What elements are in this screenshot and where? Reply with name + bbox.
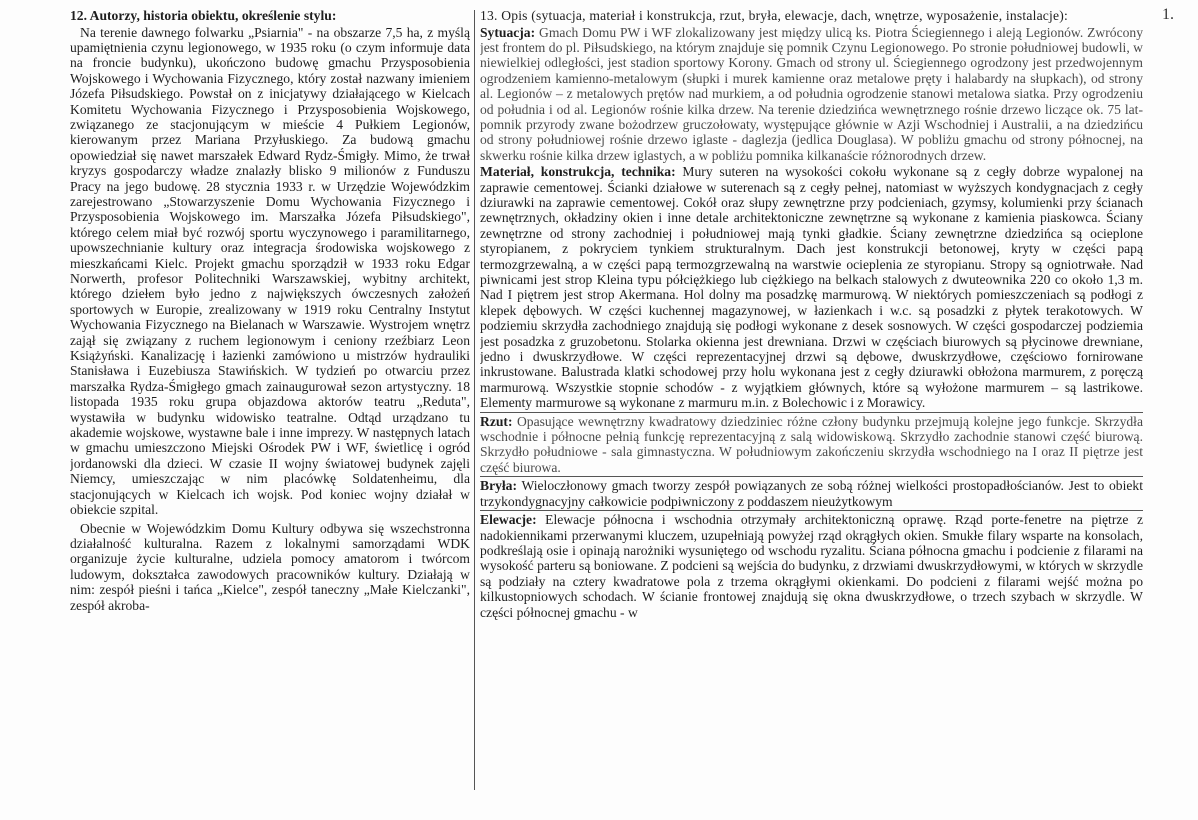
bryla-paragraph xyxy=(480,478,1143,509)
section-13-heading: 13. Opis (sytuacja, materiał i konstrukcja, rzut, bryła, elewacje, dach, wnętrze, wyposażenie, instalacje): xyxy=(480,8,1068,23)
material-paragraph xyxy=(480,164,1143,411)
bryla-label: Bryła: xyxy=(480,478,517,494)
rzut-text: Opasujące wewnętrzny kwadratowy dziedziniec różne człony budynku przejmują kolejne jego funkcje. Skrzydła wschodnie i północne pełnią funkcję reprezentacyjną z salą widowiskową. Skrzydło zachodnie stanowi część biurową. Skrzydło południowe - sala gimnastyczna. W południowym zakończeniu skrzydła wschodniego na I oraz II piętrze jest część biurowa. xyxy=(480,413,1143,475)
section-separator xyxy=(480,412,1143,413)
history-paragraph: Na terenie dawnego folwarku „Psiarnia" - na obszarze 7,5 ha, z myślą upamiętnienia czynu legionowego, w 1935 roku (o czym informuje data na froncie budynku), ukończono budowę gmachu Przysposobienia Wojskowego i Wychowania Fizycznego, który został nazwany imieniem Józefa Piłsudskiego. Powstał on z inicjatywy działającego w Kielcach Komitetu Wychowania Fizycznego i Przysposobienia Wojskowego, związanego ze stacjonującym w mieście 4 Pułkiem Legionów, kierowanym przez Mariana Przyłuskiego. Za budową gmachu opowiedział się nawet marszałek Edward Rydz-Śmigły. Mimo, że trwał kryzys gospodarczy władze znalazły blisko 9 milionów z Funduszu Pracy na jego budowę. 28 stycznia 1933 r. w Urzędzie Wojewódzkim zarejestrowano „Stowarzyszenie Domu Wychowania Fizycznego i Przysposobienia Wojskowego im. Marszałka Józefa Piłsudskiego", którego celem miał być rozwój sportu wyczynowego i paramilitarnego, upowszechnianie kultury oraz integracja środowiska wojskowego z mieszkańcami Kielc. Projekt gmachu sporządził w 1933 roku Edgar Norwerth, profesor Politechniki Warszawskiej, wybitny architekt, którego dziełem było jedno z największych ówczesnych założeń sportowych w Europie, zrealizowany w 1919 roku Centralny Instytut Wychowania Fizycznego na Bielanach w Warszawie. Wystrojem wnętrz zajął się związany z ruchem legionowym i ceniony rzeźbiarz Leon Książyński. Kanalizację i łazienki zamówiono u mistrzów hydrauliki Stanisława i Euzebiusza Stawińskich. W tydzień po otwarciu przez marszałka Rydza-Śmigłego gmach zainaugurował sezon artystyczny. 18 listopada 1935 roku grupa objazdowa aktorów teatru „Reduta", wystawiła w budynku widowisko teatralne. Odtąd urządzano tu akademie wojskowe, wystawne bale i inne imprezy. W następnych latach w gmachu umieszczono Miejski Ośrodek PW i WF, świetlicę i ogród jordanowski dla dzieci. W czasie II wojny światowej budynek zajęli Niemcy, umieszczając w nim placówkę Soldatenheimu, dla stacjonujących w Kielcach ich wojsk. Pod koniec wojny działał w obiekcie szpital. xyxy=(70,24,470,518)
current-use-paragraph: Obecnie w Wojewódzkim Domu Kultury odbywa się wszechstronna działalność kulturalna. Razem z lokalnymi samorządami WDK organizuje życie kulturalne, udziela pomocy amatorom i twórcom ludowym, dokształca zawodowych pracowników kultury. Działają w nim: zespół pieśni i tańca „Kielce", zespół taneczny „Małe Kielczanki", zespół akroba- xyxy=(70,520,470,613)
column-divider xyxy=(474,10,475,790)
sytuacja-text: Gmach Domu PW i WF zlokalizowany jest między ulicą ks. Piotra Ściegiennego i aleją Legionów. Zwrócony jest frontem do pl. Piłsudskiego, na którym znajduje się pomnik Czynu Legionowego. Po stronie południowej budowli, w niewielkiej odległości, jest stadion sportowy Korony. Gmach od strony ul. Ściegiennego ogrodzony jest przedwojennym ogrodzeniem kamienno-metalowym (słupki i murek kamienne oraz metalowe pręty i halabardy na słupkach), od strony al. Legionów – z metalowych prętów nad murkiem, a od południa ogrodzenie stanowi metalowa siatka. Przy ogrodzeniu od południa i od al. Legionów rośnie kilka drzew. Na terenie dziedzińca wewnętrznego rośnie drzewo liczące ok. 75 lat- pomnik przyrody zwane bożodrzew gruczołowaty, występujące głównie w Azji Wschodniej i Australii, a na dziedzińcu od strony południowej rośnie drzewo iglaste - daglezja (jedlica Douglasa). W pobliżu gmachu od strony północnej, na skwerku rośnie kilka drzew iglastych, a w pobliżu pomnika kilkanaście różnorodnych drzew. xyxy=(480,24,1143,163)
section-12-heading: 12. Autorzy, historia obiektu, określenie stylu: xyxy=(70,8,337,23)
elewacje-paragraph xyxy=(480,512,1143,620)
material-text: Mury suteren na wysokości cokołu wykonane są z cegły dobrze wypalonej na zaprawie cementowej. Ścianki działowe w suterenach są z cegły pełnej, natomiast w wyższych kondygnacjach z cegły dziurawki na zaprawie cementowej. Cokół oraz słupy zewnętrzne przy podcieniach, gzymsy, kolumienki przy ścianach zewnętrznych, okładziny okien i inne detale architektoniczne zewnętrzne są wykonane z kamienia piaskowca. Ściany zewnętrzne od strony zachodniej i południowej mają tynki gładkie. Ściany zewnętrzne dziedzińca są ocieplone styropianem, z pokryciem tynkiem strukturalnym. Dach jest konstrukcji betonowej, kryty w części papą termozgrzewalną, a w części papą termozgrzewalną na warstwie ocieplenia ze styropianu. Stropy są ogniotrwałe. Nad piwnicami jest strop Kleina typu półciężkiego lub ciężkiego na belkach stalowych z dwuteownika 220 co około 1,3 m. Nad I piętrem jest strop Akermana. Hol dolny ma posadzkę marmurową. W niektórych pomieszczeniach są podłogi z klepek dębowych. W części kuchennej magazynowej, w łazienkach i w.c. są posadzki z płytek terakotowych. W podziemiu skrzydła zachodniego znajdują się podłogi wykonane z desek sosnowych. W części gospodarczej podziemia jest posadzka z gruzobetonu. Stolarka okienna jest drewniana. Drzwi w częściach biurowych są płycinowe drewniane, jedno i dwuskrzydłowe. W części reprezentacyjnej drzwi są dębowe, dwuskrzydłowe, częściowo fornirowane inkrustowane. Balustrada klatki schodowej przy holu wykonana jest z cegły dziurawki obłożona marmurem, z poręczą marmurową. Wszystkie stopnie schodów - z wyjątkiem głównych, które są wyłożone marmurem – są lastrikowe. Elementy marmurowe są wykonane z marmuru m.in. z Bolechowic i z Morawicy. xyxy=(480,164,1143,411)
section-13-column xyxy=(480,8,1143,808)
rzut-label: Rzut: xyxy=(480,413,513,429)
section-12-column xyxy=(70,8,470,808)
section-separator xyxy=(480,510,1143,511)
sytuacja-label: Sytuacja: xyxy=(480,24,536,40)
material-label: Materiał, konstrukcja, technika: xyxy=(480,164,676,180)
sytuacja-paragraph xyxy=(480,25,1143,164)
rzut-paragraph xyxy=(480,414,1143,476)
bryla-text: Wieloczłonowy gmach tworzy zespół powiązanych ze sobą różnej wielkości prostopadłościanów. Jest to obiekt trzykondygnacyjny całkowicie podpiwniczony z poddaszem nieużytkowym xyxy=(480,478,1143,509)
elewacje-label: Elewacje: xyxy=(480,512,537,528)
section-separator xyxy=(480,476,1143,477)
page-number: 1. xyxy=(1162,6,1174,23)
elewacje-text: Elewacje północna i wschodnia otrzymały architektoniczną oprawę. Rząd porte-fenetre na piętrze z nadokiennikami przerwanymi kluczem, uzupełniają powyżej rząd okrągłych okien. Smukłe filary wsparte na konsolach, podkreślają osie i opinają narożniki wysuniętego od wschodu ryzalitu. Ściana północna gmachu i podcienie z filarami na wysokość parteru są boniowane. Z podcieni są wejścia do budynku, z drzwiami dwuskrzydłowymi, w których w skrzydle są podziały na cztery kwadratowe pola z trzema okrągłymi okienkami. Do podcieni z filarami wejść można po kilkustopniowych schodach. W ścianie frontowej znajdują się okna dwuskrzydłowe, o trzech szybach w skrzydle. W części północnej gmachu - w xyxy=(480,512,1143,620)
